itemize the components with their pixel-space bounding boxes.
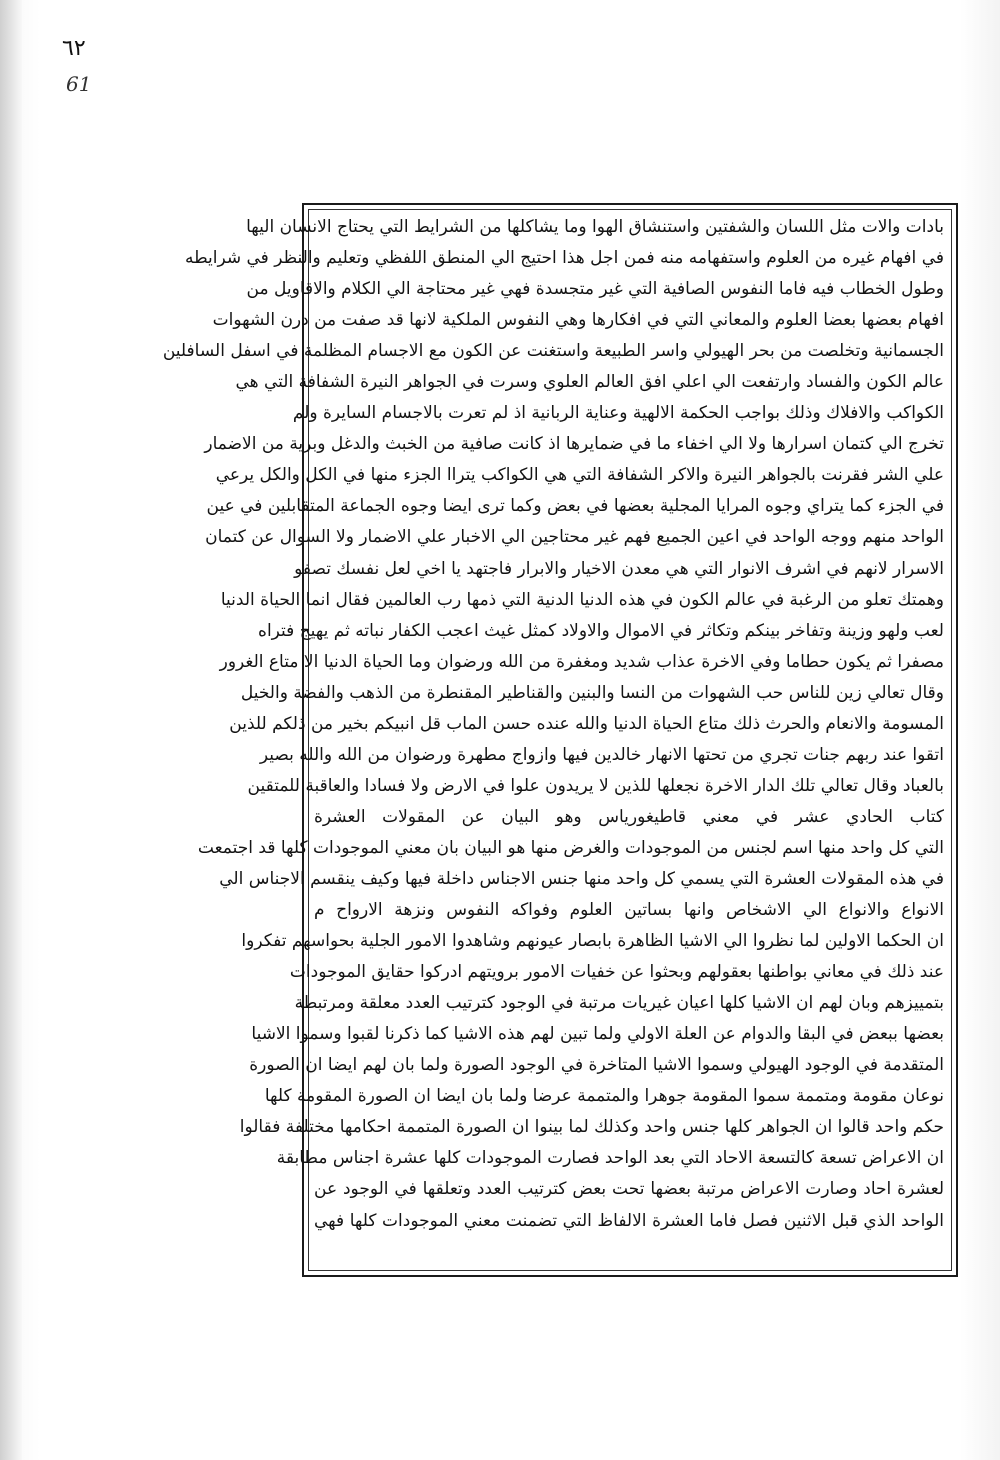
text-line: ان الحكما الاولين لما نظروا الي الاشيا الظاهرة بابصار عيونهم وشاهدوا الامور الجلية بحواسهم تفكروا (241, 931, 944, 952)
binding-shadow (0, 0, 22, 1460)
text-line: التي كل واحد منها اسم لجنس من الموجودات والغرض منها هو البيان بان معني الموجودات كلها قد اجتمعت (197, 837, 944, 858)
text-line: وهمتك تعلو من الرغبة في عالم الكون في هذه الدنيا الدنية التي ذمها رب العالمين فقال انما الحياة الدنيا (220, 589, 944, 610)
text-line: الانواع والانواع الي الاشخاص وانها بساتين العلوم وفواكه النفوس ونزهة الارواح م (314, 900, 944, 921)
text-line: المتقدمة في الوجود الهيولي وسموا الاشيا المتاخرة في الوجود الصورة ولما بان لهم ايضا ان الصورة (249, 1055, 944, 1076)
text-line: الواحد منهم ووجه الواحد في اعين الجميع فهم غير محتاجين الي الاخبار علي الاضمار ولا السوال عن كتمان (205, 527, 944, 548)
text-line: نوعان مقومة ومتممة سموا المقومة جوهرا والمتممة عرضا ولما بان ايضا ان الصورة المقومة كلها (264, 1086, 944, 1107)
text-line: الكواكب والافلاك وذلك بواجب الحكمة الالهية وعناية الربانية اذ لم تعرت بالاجسام السايرة ولم (292, 403, 944, 424)
text-line: الواحد الذي قبل الاثنين فصل فاما العشرة الالفاظ التي تضمنت معني الموجودات كلها فهي (314, 1210, 944, 1231)
text-line: اتقوا عند ربهم جنات تجري من تحتها الانهار خالدين فيها وازواج مطهرة ورضوان من الله والله بصير (259, 744, 944, 765)
text-line: عند ذلك في معاني بواطنها بعقولهم وبحثوا عن خفيات الامور برويتهم ادركوا حقايق الموجودات (289, 962, 944, 983)
text-line: عالم الكون والفساد وارتفعت الي اعلي افق العالم العلوي وسرت في الجواهر النيرة الشفافة التي هي (235, 372, 944, 393)
text-line: في الجزء كما يتراي وجوه المرايا المجلية بعضها في بعض وكما ترى ايضا وجوه الجماعة المتقابلين في عين (206, 496, 944, 517)
folio-number-arabic: ٦٢ (62, 36, 86, 61)
chapter-heading: كتاب الحادي عشر في معني قاطيغورياس وهو البيان عن المقولات العشرة (314, 806, 944, 827)
text-line: بادات والات مثل اللسان والشفتين واستنشاق الهوا وما يشاكلها من الشرايط التي يحتاج الانسان اليها (246, 217, 944, 237)
text-line: بعضها ببعض في البقا والدوام عن العلة الاولي ولما تبين لهم هذه الاشيا كما ذكرنا لقبوا وسموا الاشيا (251, 1024, 944, 1045)
text-line: علي الشر فقرنت بالجواهر النيرة والاكر الشفافة التي هي الكواكب يتراا الجزء منها في الكل والكل يرعي (215, 465, 944, 486)
text-line: الجسمانية وتخلصت من بحر الهيولي واسر الطبيعة واستغنت عن الكون مع الاجسام المظلمة في اسفل السافلين (162, 341, 944, 362)
text-line: حكم واحد قالوا ان الجواهر كلها جنس واحد وكذلك لما بينوا ان الصورة المتممة احكامها مختلفة فقالوا (239, 1117, 944, 1138)
text-line: مصفرا ثم يكون حطاما وفي الاخرة عذاب شديد ومغفرة من الله ورضوان وما الحياة الدنيا الا متاع الغرور (219, 651, 944, 672)
text-line: في هذه المقولات العشرة التي يسمي كل واحد منها جنس الاجناس داخلة فيها وكيف ينقسم الاجناس الي (219, 868, 944, 889)
text-line: بتمييزهم وبان لهم ان الاشيا كلها اعيان غيريات مرتبة في الوجود كترتيب العدد معلقة ومرتبطة (294, 993, 944, 1014)
text-line: الاسرار لانهم في اشرف الانوار التي هي معدن الاخيار والابرار فاجتهد يا اخي لعل نفسك تصفو (294, 558, 944, 579)
text-line: وطول الخطاب فيه فاما النفوس الصافية التي غير متجسدة فهي غير محتاجة الي الكلام والاقاويل من (246, 279, 944, 300)
text-line: افهام بعضها بعضا العلوم والمعاني التي في افكارها وهي النفوس الملكية لانها قد صفت من درن الشهوات (212, 310, 944, 331)
text-line: بالعباد وقال تعالي تلك الدار الاخرة نجعلها للذين لا يريدون علوا في الارض ولا فسادا والعاقبة للمتقين (247, 775, 944, 796)
text-line: لعشرة احاد وصارت الاعراض مرتبة بعضها تحت بعض كترتيب العدد وتعلقها في الوجود عن (314, 1179, 944, 1200)
text-line: المسومة والانعام والحرث ذلك متاع الحياة الدنيا والله عنده حسن الماب قل انبيكم بخير من ذلكم للذين (229, 713, 944, 734)
folio-number-latin: 61 (66, 72, 92, 96)
text-line: في افهام غيره من العلوم واستفهامه منه فمن اجل هذا احتيج الي المنطق اللفظي وتعليم والنظر في شرايطه (184, 248, 944, 269)
text-line: لعب ولهو وزينة وتفاخر بينكم وتكاثر في الاموال والاولاد كمثل غيث اعجب الكفار نباته ثم يهيج فتراه (258, 620, 944, 641)
text-line: وقال تعالي زين للناس حب الشهوات من النسا والبنين والقناطير المقنطرة من الذهب والفضة والخيل (240, 682, 944, 703)
text-line: تخرج الي كتمان اسرارها ولا الي اخفاء ما في ضمايرها اذ كانت صافية من الخبث والدغل وبرية من الاضمار (204, 434, 944, 455)
text-line: ان الاعراض تسعة كالتسعة الاحاد التي بعد الواحد فصارت الموجودات كلها عشرة اجناس مطابقة (276, 1148, 944, 1169)
manuscript-text-block (162, 212, 944, 1268)
